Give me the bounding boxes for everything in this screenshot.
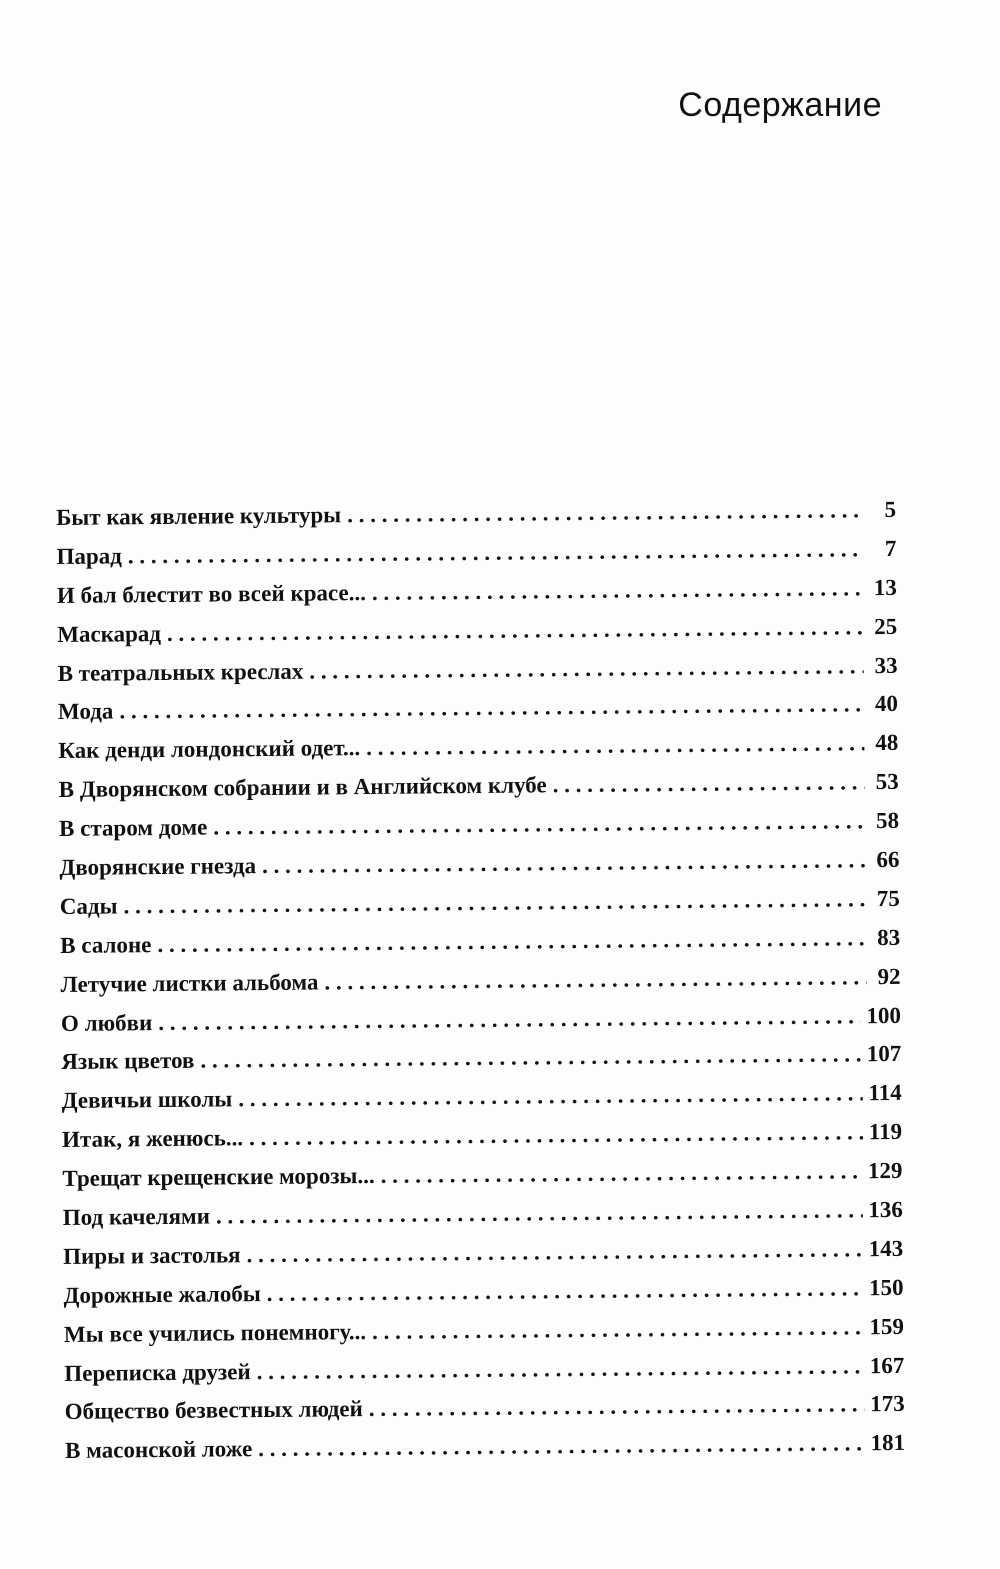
toc-entry-title: Пиры и застолья <box>63 1242 241 1269</box>
toc-entry-page-number: 136 <box>868 1196 903 1223</box>
dot-leader <box>366 731 864 762</box>
dot-leader <box>347 497 862 528</box>
toc-entry-title: Парад <box>56 543 122 569</box>
dot-leader <box>267 1275 864 1307</box>
dot-leader <box>200 1042 861 1074</box>
toc-entry-page-number: 58 <box>875 808 900 834</box>
toc-entry-page-number: 167 <box>869 1352 905 1378</box>
toc-entry-page-number: 5 <box>884 496 897 523</box>
toc-entry-title: Девичьи школы <box>61 1086 233 1114</box>
toc-entry-page-number: 75 <box>876 885 900 912</box>
toc-entry-title: Под качелями <box>62 1203 210 1230</box>
toc-entry-page-number: 83 <box>877 924 901 950</box>
dot-leader <box>246 1236 862 1268</box>
dot-leader <box>158 1003 860 1036</box>
toc-entry-title: В театральных креслах <box>57 658 304 686</box>
toc-entry-page-number: 143 <box>868 1235 904 1262</box>
toc-entry-page-number: 13 <box>873 574 897 600</box>
toc-entry-title: И бал блестит во всей красе... <box>56 579 367 608</box>
toc-entry-page-number: 48 <box>875 730 899 756</box>
toc-entry-page-number: 159 <box>869 1313 905 1339</box>
dot-leader <box>372 575 863 606</box>
toc-entry-title: Маскарад <box>57 620 162 647</box>
toc-entry-page-number: 33 <box>874 652 898 678</box>
dot-leader <box>157 925 866 958</box>
dot-leader <box>262 847 866 879</box>
toc-entry-title: Быт как явление культуры <box>56 502 342 530</box>
toc-entry-page-number: 25 <box>874 613 898 639</box>
toc-entry-page-number: 114 <box>868 1080 902 1106</box>
toc-entry-title: Сады <box>59 893 118 919</box>
toc-entry-page-number: 129 <box>867 1158 903 1184</box>
toc-entry-title: В Дворянском собрании и в Английском клубе <box>58 772 547 803</box>
toc-entry-title: Летучие листки альбома <box>60 969 319 997</box>
dot-leader <box>167 614 863 647</box>
dot-leader <box>369 1392 865 1423</box>
toc-entry-title: Трещат крещенские морозы... <box>62 1163 375 1192</box>
toc-entry-title: Мы все учились понемногу... <box>63 1318 367 1347</box>
toc-entry-title: В масонской ложе <box>64 1436 253 1464</box>
toc-entry-title: В старом доме <box>58 814 208 842</box>
toc-entry-title: Переписка друзей <box>64 1358 251 1386</box>
toc-entry-title: Общество безвестных людей <box>64 1396 363 1425</box>
dot-leader <box>257 1353 864 1385</box>
toc-entry-title: Дорожные жалобы <box>63 1280 261 1308</box>
dot-leader <box>216 1197 863 1229</box>
dot-leader <box>381 1158 862 1189</box>
table-of-contents <box>56 497 905 1477</box>
page-title: Содержание <box>678 86 882 124</box>
dot-leader <box>372 1314 864 1345</box>
toc-entry-page-number: 7 <box>884 535 897 561</box>
toc-entry-title: О любви <box>60 1009 153 1036</box>
dot-leader <box>238 1081 862 1113</box>
dot-leader <box>324 964 866 995</box>
toc-entry-page-number: 173 <box>870 1391 905 1417</box>
toc-entry-page-number: 100 <box>866 1002 902 1028</box>
toc-entry-title: Итак, я женюсь... <box>61 1125 244 1153</box>
dot-leader <box>553 769 865 798</box>
toc-entry-title: В салоне <box>60 931 152 958</box>
toc-entry-page-number: 181 <box>870 1430 906 1456</box>
dot-leader <box>249 1120 863 1152</box>
toc-entry-page-number: 92 <box>877 963 901 989</box>
toc-entry-title: Мода <box>57 698 114 725</box>
dot-leader <box>258 1431 865 1463</box>
toc-entry-page-number: 107 <box>866 1041 902 1067</box>
toc-entry-title: Как денди лондонский одет... <box>58 735 361 764</box>
toc-entry-page-number: 66 <box>876 846 900 873</box>
toc-entry <box>65 1430 905 1477</box>
toc-entry-title: Язык цветов <box>61 1048 195 1075</box>
toc-entry-page-number: 119 <box>868 1119 903 1145</box>
dot-leader <box>309 653 863 684</box>
toc-entry-page-number: 150 <box>868 1274 904 1301</box>
toc-entry-page-number: 40 <box>874 691 899 717</box>
toc-entry-page-number: 53 <box>875 769 899 795</box>
dot-leader <box>213 808 865 840</box>
toc-entry-title: Дворянские гнезда <box>59 853 257 880</box>
